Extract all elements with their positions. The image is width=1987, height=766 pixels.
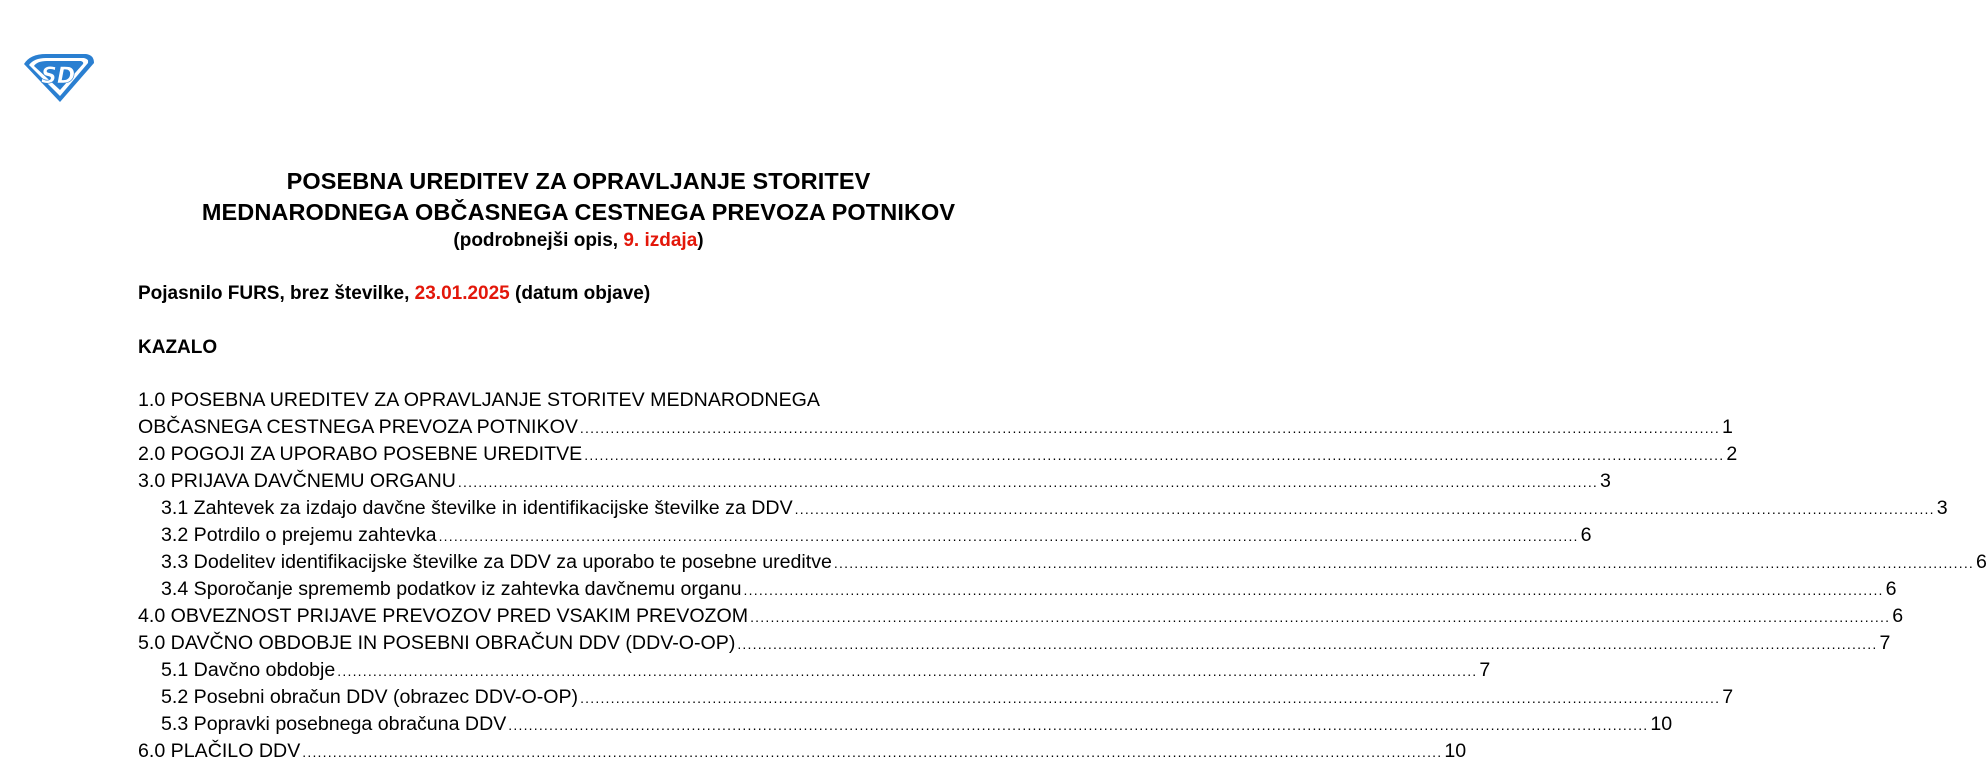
- dot-leader: ................................................................................................................................................................................................................................: [337, 663, 1478, 679]
- toc-page-number: 7: [1479, 659, 1491, 681]
- toc-entry-text: 3.1 Zahtevek za izdajo davčne številke in identifikacijske številke za DDV: [161, 497, 793, 519]
- dot-leader: ................................................................................................................................................................................................................................: [508, 717, 1649, 733]
- toc-entry-text: 4.0 OBVEZNOST PRIJAVE PREVOZOV PRED VSAKIM PREVOZOM: [138, 605, 749, 627]
- toc-entry-3-2[interactable]: [138, 522, 1592, 549]
- dot-leader: ................................................................................................................................................................................................................................: [794, 501, 1935, 517]
- toc-page-number: 10: [1650, 713, 1673, 735]
- toc-page-number: 7: [1879, 632, 1891, 654]
- sd-shield-logo-icon: [22, 50, 96, 104]
- toc-page-number: 3: [1936, 497, 1948, 519]
- toc-entry-5-1[interactable]: [138, 657, 1491, 684]
- table-of-contents: [138, 387, 1987, 765]
- toc-entry-text: 3.3 Dodelitev identifikacijske številke za DDV za uporabo te posebne ureditve: [161, 551, 832, 573]
- clarification-line: [138, 280, 650, 308]
- toc-page-number: 6: [1976, 551, 1987, 573]
- toc-entry-text: 2.0 POGOJI ZA UPORABO POSEBNE UREDITVE: [138, 443, 583, 465]
- toc-entry-3-1[interactable]: [138, 495, 1948, 522]
- toc-page-number: 10: [1444, 740, 1467, 762]
- toc-entry-text: 5.1 Davčno obdobje: [161, 659, 336, 681]
- toc-entry-3-4[interactable]: [138, 576, 1897, 603]
- toc-page-number: 2: [1726, 443, 1738, 465]
- subtitle-prefix: (podrobnejši opis,: [453, 230, 624, 251]
- toc-entry-text: 5.0 DAVČNO OBDOBJE IN POSEBNI OBRAČUN DDV (DDV-O-OP): [138, 632, 736, 654]
- toc-entry-5-2[interactable]: [138, 684, 1734, 711]
- toc-entry-2-0[interactable]: [138, 441, 1738, 468]
- dot-leader: ................................................................................................................................................................................................................................: [438, 528, 1579, 544]
- toc-entry-text: 6.0 PLAČILO DDV: [138, 740, 301, 762]
- dot-leader: ................................................................................................................................................................................................................................: [579, 420, 1720, 436]
- toc-entry-text: 3.0 PRIJAVA DAVČNEMU ORGANU: [138, 470, 456, 492]
- title-line-1: POSEBNA UREDITEV ZA OPRAVLJANJE STORITEV: [286, 168, 871, 194]
- dot-leader: ................................................................................................................................................................................................................................: [833, 555, 1975, 571]
- toc-page-number: 6: [1885, 578, 1897, 600]
- document-title: [0, 166, 1157, 254]
- edition-number: 9. izdaja: [623, 230, 698, 251]
- logo: [22, 50, 96, 104]
- toc-entry-text: 5.2 Posebni obračun DDV (obrazec DDV-O-OP): [161, 686, 579, 708]
- title-line-2: MEDNARODNEGA OBČASNEGA CESTNEGA PREVOZA POTNIKOV: [201, 199, 956, 225]
- toc-entry-1-0[interactable]: [138, 387, 1733, 441]
- toc-entry-text-line-2: OBČASNEGA CESTNEGA PREVOZA POTNIKOV: [138, 416, 578, 438]
- toc-entry-4-0[interactable]: [138, 603, 1904, 630]
- dot-leader: ................................................................................................................................................................................................................................: [457, 474, 1599, 490]
- dot-leader: ................................................................................................................................................................................................................................: [737, 636, 1878, 652]
- toc-entry-6-0[interactable]: [138, 738, 1467, 765]
- toc-entry-text-line-1: 1.0 POSEBNA UREDITEV ZA OPRAVLJANJE STORITEV MEDNARODNEGA: [138, 389, 820, 411]
- toc-entry-text: 3.2 Potrdilo o prejemu zahtevka: [161, 524, 437, 546]
- svg-text:SD: SD: [41, 64, 76, 89]
- clarification-prefix: Pojasnilo FURS, brez številke,: [138, 283, 415, 304]
- clarification-suffix: (datum objave): [509, 283, 651, 304]
- subtitle-suffix: ): [697, 230, 704, 251]
- toc-page-number: 6: [1892, 605, 1904, 627]
- toc-entry-3-0[interactable]: [138, 468, 1611, 495]
- dot-leader: ................................................................................................................................................................................................................................: [584, 447, 1725, 463]
- dot-leader: ................................................................................................................................................................................................................................: [302, 744, 1443, 760]
- toc-entry-5-0[interactable]: [138, 630, 1891, 657]
- title-subtitle: [0, 228, 1157, 254]
- table-of-contents-heading: KAZALO: [138, 337, 218, 358]
- dot-leader: ................................................................................................................................................................................................................................: [743, 582, 1884, 598]
- toc-entry-text: 3.4 Sporočanje sprememb podatkov iz zahtevka davčnemu organu: [161, 578, 742, 600]
- publication-date: 23.01.2025: [414, 283, 510, 304]
- dot-leader: ................................................................................................................................................................................................................................: [580, 690, 1721, 706]
- toc-entry-5-3[interactable]: [138, 711, 1673, 738]
- toc-entry-text: 5.3 Popravki posebnega obračuna DDV: [161, 713, 507, 735]
- toc-entry-3-3[interactable]: [138, 549, 1987, 576]
- toc-page-number: 3: [1600, 470, 1611, 492]
- toc-page-number: 1: [1721, 416, 1733, 438]
- dot-leader: ................................................................................................................................................................................................................................: [750, 609, 1891, 625]
- toc-page-number: 7: [1722, 686, 1734, 708]
- toc-page-number: 6: [1580, 524, 1592, 546]
